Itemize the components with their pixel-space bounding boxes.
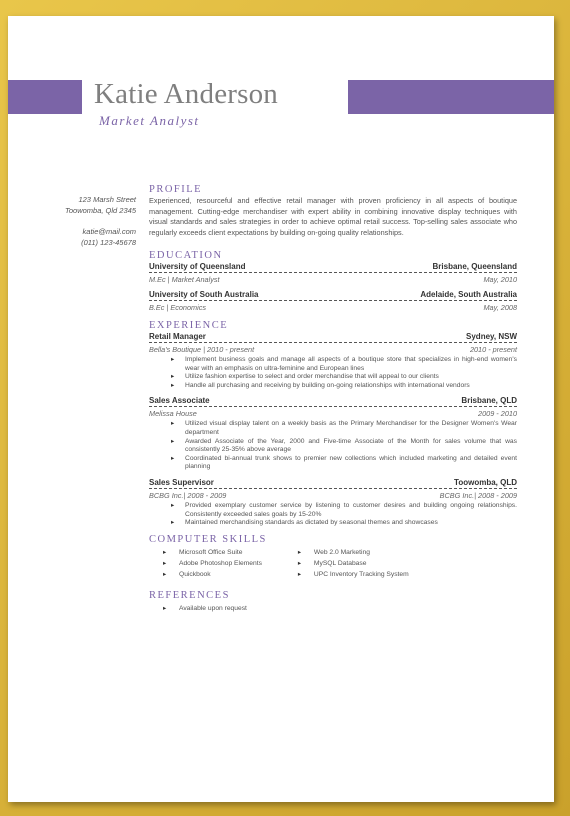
skills-column-2: [298, 547, 409, 580]
dates: 2009 - 2010: [478, 409, 517, 419]
list-item: ▸ Coordinated bi-annual trunk shows to premier new collections which included marketing and detailed event planning: [177, 455, 517, 472]
role: Retail Manager: [149, 332, 206, 341]
contact-city: Toowomba, Qld 2345: [64, 206, 136, 215]
experience-heading: EXPERIENCE: [149, 320, 229, 331]
education-heading: EDUCATION: [149, 250, 223, 261]
education-entry: [149, 262, 517, 284]
degree: B.Ec | Economics: [149, 303, 207, 312]
degree-date: May, 2008: [483, 303, 517, 312]
school-name: University of Queensland: [149, 262, 246, 271]
education-sub: [149, 303, 517, 312]
dates: BCBG Inc.| 2008 - 2009: [439, 490, 517, 500]
bullet-list: [149, 356, 517, 390]
experience-row: [149, 396, 517, 407]
references-heading: REFERENCES: [149, 589, 230, 601]
skills-heading: COMPUTER SKILLS: [149, 533, 267, 545]
list-item: ▸ Maintained merchandising standards as dictated by seasonal themes and showcases: [177, 519, 517, 528]
profile-heading: PROFILE: [149, 184, 203, 195]
school-location: Adelaide, South Australia: [420, 290, 517, 299]
list-item: ▸ Utilized visual display talent on a weekly basis as the Primary Merchandiser for the Designer Women's Wear department: [177, 420, 517, 437]
experience-row: [149, 332, 517, 343]
skills-column-1: [163, 547, 262, 580]
list-item: ▸ Quickbook: [163, 569, 262, 580]
role: Sales Supervisor: [149, 477, 214, 487]
list-item: ▸ Adobe Photoshop Elements: [163, 558, 262, 569]
school-location: Brisbane, Queensland: [432, 262, 517, 271]
skills-list: [149, 547, 517, 580]
company: Melissa House: [149, 409, 197, 419]
bullet-list: [149, 502, 517, 528]
list-item: ▸ Awarded Associate of the Year, 2000 and Five-time Associate of the Month for sales volume that was consistently 25-35% above average: [177, 438, 517, 455]
experience-sub: [149, 345, 517, 354]
list-item: ▸ Available upon request: [163, 603, 247, 614]
experience-entry: [149, 478, 517, 528]
role: Sales Associate: [149, 396, 210, 406]
job-title: Market Analyst: [99, 113, 200, 128]
contact-phone: (011) 123-45678: [81, 238, 136, 247]
education-row: [149, 290, 517, 301]
list-item: ▸ Web 2.0 Marketing: [298, 547, 409, 558]
experience-sub: [149, 409, 517, 418]
experience-entry: [149, 396, 517, 472]
references-list: [149, 603, 517, 614]
bullet-list: [149, 420, 517, 472]
degree: M.Ec | Market Analyst: [149, 275, 220, 284]
dates: 2010 - present: [469, 345, 517, 354]
experience-row: [149, 478, 517, 489]
role-location: Sydney, NSW: [466, 332, 517, 341]
list-item: ▸ Implement business goals and manage all aspects of a boutique store that specializes in high-end women's wear with an emphasis on ultra-feminine and European lines: [177, 356, 517, 373]
profile-text: Experienced, resourceful and effective retail manager with proven proficiency in all aspects of boutique management. Cutting-edge merchandiser with expert ability in combining innovative display techniques with visual standards and sales strategies in order to achieve optimal retail success. Top-selling sales associate who regularly exceeds client expectations by building on-going quality relationships.: [149, 196, 517, 237]
list-item: ▸ MySQL Database: [298, 558, 409, 569]
education-entry: [149, 290, 517, 312]
list-item: ▸ Utilize fashion expertise to select and order merchandise that will appeal to our clients: [177, 373, 517, 382]
resume-page: [8, 16, 554, 802]
degree-date: May, 2010: [483, 275, 517, 284]
education-row: [149, 262, 517, 273]
education-sub: [149, 275, 517, 284]
company: Bella's Boutique | 2010 - present: [149, 345, 255, 354]
header-band-left: [8, 80, 82, 114]
experience-entry: [149, 332, 517, 390]
list-item: ▸ Handle all purchasing and receiving by building on-going relationships with international vendors: [177, 382, 517, 391]
list-item: ▸ UPC Inventory Tracking System: [298, 569, 409, 580]
header-band-right: [348, 80, 554, 114]
role-location: Brisbane, QLD: [461, 396, 517, 406]
role-location: Toowomba, QLD: [454, 477, 517, 487]
main-column: [149, 184, 517, 614]
list-item: ▸ Microsoft Office Suite: [163, 547, 262, 558]
company: BCBG Inc.| 2008 - 2009: [149, 490, 227, 500]
person-name: Katie Anderson: [94, 78, 279, 110]
school-name: University of South Australia: [149, 290, 259, 299]
contact-street: 123 Marsh Street: [78, 195, 136, 204]
list-item: ▸ Provided exemplary customer service by listening to customer desires and building ongoing relationships. Consistently exceeded sales goals by 15-20%: [177, 502, 517, 519]
experience-sub: [149, 491, 517, 500]
contact-block: [0, 194, 136, 248]
contact-email: katie@mail.com: [82, 227, 136, 236]
